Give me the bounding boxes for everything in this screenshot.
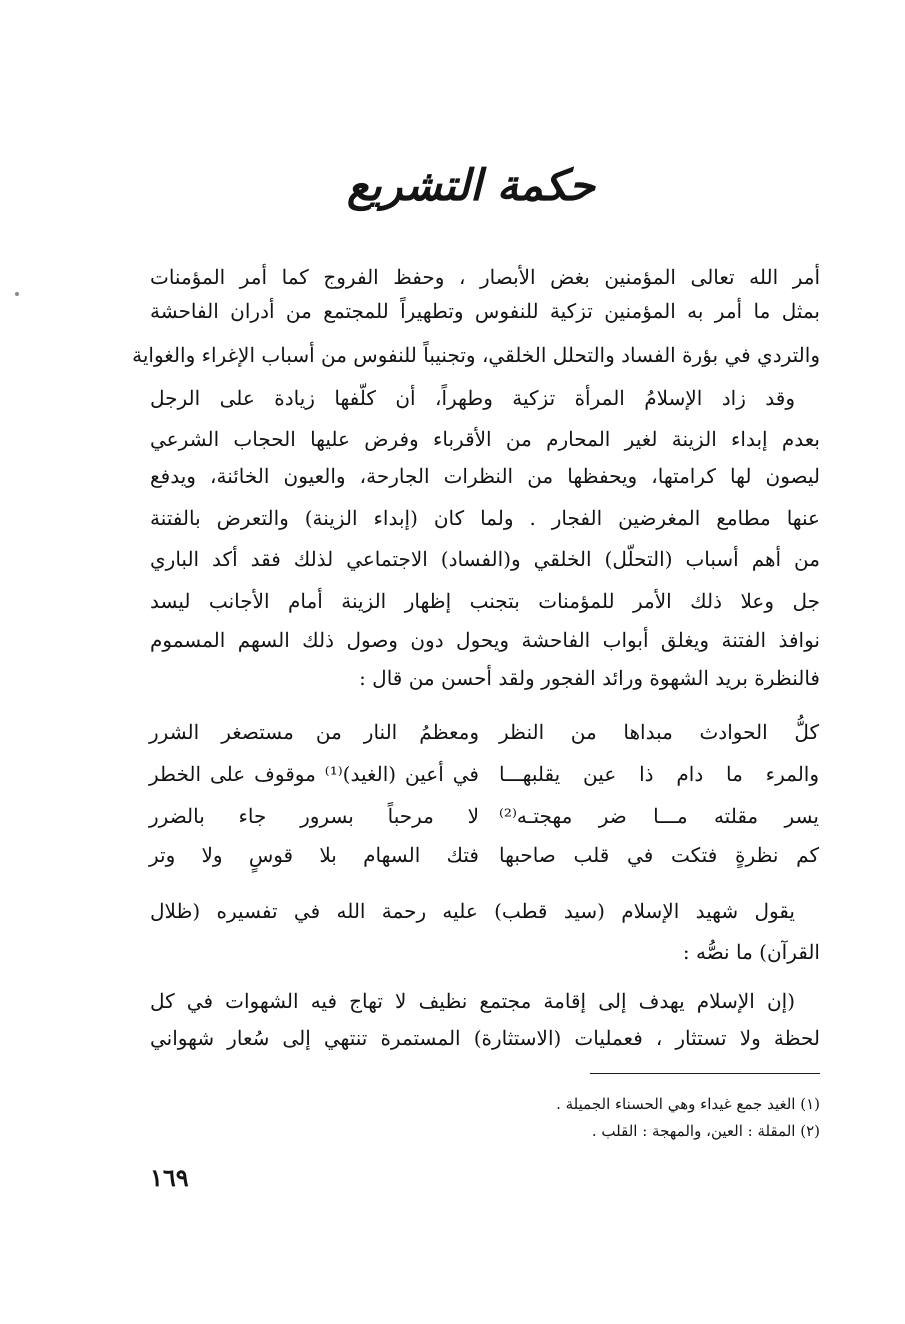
paragraph-1-line-3: والتردي في بؤرة الفساد والتحلل الخلقي، وتجنيباً للنفوس من أسباب الإغراء والغواية xyxy=(132,343,820,367)
footnote-1: (١) الغيد جمع غيداء وهي الحسناء الجميلة . xyxy=(556,1095,820,1113)
paragraph-2-line-3: ليصون لها كرامتها، ويحفظها من النظرات الجارحة، والعيون الخائنة، ويدفع xyxy=(150,464,820,488)
poem-verse-2 xyxy=(149,758,819,790)
poem-verse-4 xyxy=(149,839,819,871)
poem-verse-4-second-hemistich: فتك السهام بلا قوسٍ ولا وتر xyxy=(149,843,479,867)
paragraph-1-line-2: بمثل ما أمر به المؤمنين تزكية للنفوس وتطهيراً للمجتمع من أدران الفاحشة xyxy=(150,299,820,323)
poem-verse-3-second-hemistich: لا مرحباً بسرور جاء بالضرر xyxy=(149,804,479,828)
paragraph-4-line-1: (إن الإسلام يهدف إلى إقامة مجتمع نظيف لا تهاج فيه الشهوات في كل xyxy=(150,989,795,1013)
page-number: ١٦٩ xyxy=(150,1163,189,1192)
poem-verse-1-first-hemistich: كلُّ الحوادث مبداها من النظر xyxy=(499,720,819,744)
margin-speck xyxy=(15,292,19,296)
poem-verse-3-first-hemistich: يسر مقلته مـــا ضر مهجتـه⁽²⁾ xyxy=(499,804,819,828)
paragraph-2-line-1: وقد زاد الإسلامُ المرأة تزكية وطهراً، أن كلّفها زيادة على الرجل xyxy=(150,386,795,410)
page-title: حكمة التشريع xyxy=(346,161,595,211)
paragraph-2-line-7: نوافذ الفتنة ويغلق أبواب الفاحشة ويحول دون وصول ذلك السهم المسموم xyxy=(150,628,820,652)
footnote-2: (٢) المقلة : العين، والمهجة : القلب . xyxy=(591,1122,820,1140)
poem-verse-4-first-hemistich: كم نظرةٍ فتكت في قلب صاحبها xyxy=(499,843,819,867)
poem-verse-3 xyxy=(149,800,819,832)
paragraph-3-line-2: القرآن) ما نصُّه : xyxy=(682,940,820,964)
paragraph-3-line-1: يقول شهيد الإسلام (سيد قطب) عليه رحمة الله في تفسيره (ظلال xyxy=(150,899,795,923)
footnote-divider xyxy=(590,1073,820,1074)
paragraph-2-line-8: فالنظرة بريد الشهوة ورائد الفجور ولقد أحسن من قال : xyxy=(359,666,820,690)
paragraph-2-line-2: بعدم إبداء الزينة لغير المحارم من الأقرباء وفرض عليها الحجاب الشرعي xyxy=(150,427,820,451)
poem-verse-1 xyxy=(149,716,819,748)
paragraph-1-line-1: أمر الله تعالى المؤمنين بغض الأبصار ، وحفظ الفروج كما أمر المؤمنات xyxy=(150,265,821,289)
paragraph-2-line-5: من أهم أسباب (التحلّل) الخلقي و(الفساد) الاجتماعي لذلك فقد أكد الباري xyxy=(150,547,820,571)
poem-verse-2-first-hemistich: والمرء ما دام ذا عين يقلبهـــا xyxy=(499,762,819,786)
paragraph-4-line-2: لحظة ولا تستثار ، فعمليات (الاستثارة) المستمرة تنتهي إلى سُعار شهواني xyxy=(150,1026,820,1050)
poem-verse-1-second-hemistich: ومعظمُ النار من مستصغر الشرر xyxy=(149,720,479,744)
paragraph-2-line-4: عنها مطامع المغرضين الفجار . ولما كان (إبداء الزينة) والتعرض بالفتنة xyxy=(150,506,820,530)
poem-verse-2-second-hemistich: في أعين (الغيد)⁽¹⁾ موقوف على الخطر xyxy=(149,762,479,786)
paragraph-2-line-6: جل وعلا ذلك الأمر للمؤمنات بتجنب إظهار الزينة أمام الأجانب ليسد xyxy=(150,589,820,613)
